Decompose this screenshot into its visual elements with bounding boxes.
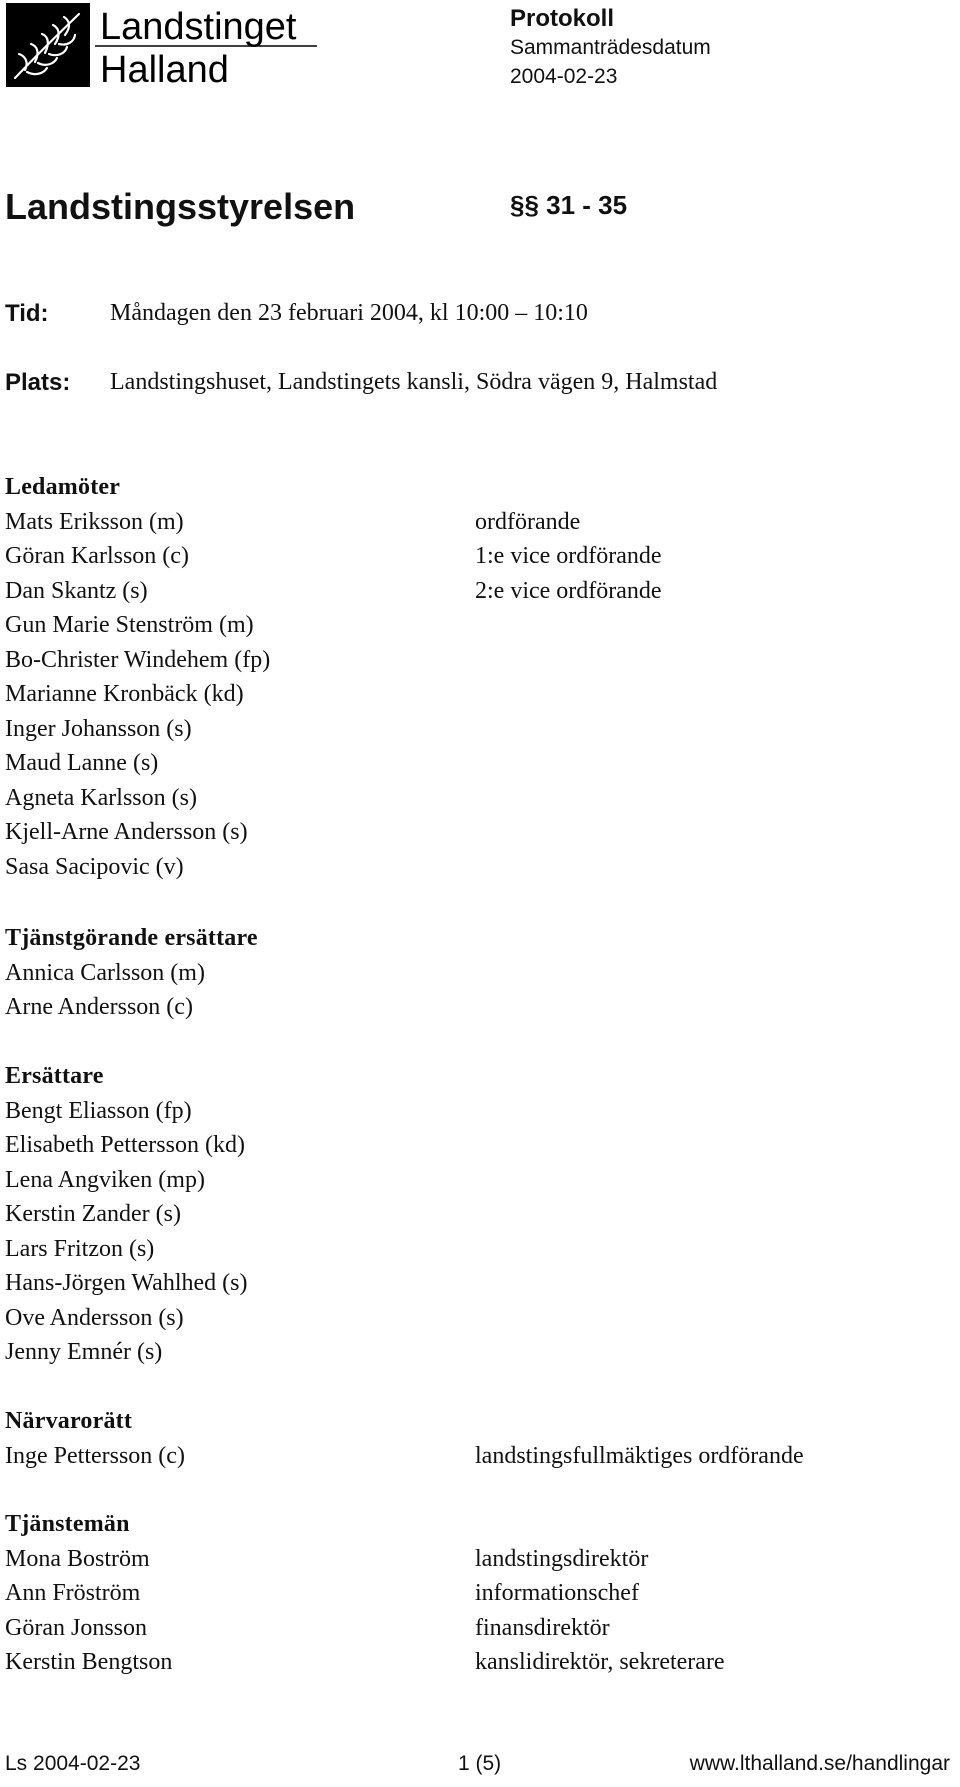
member-name: Maud Lanne (s) [5,750,159,776]
member-role: landstingsdirektör [475,1545,649,1572]
member-row [5,1335,945,1370]
member-row [5,1439,945,1474]
member-row [5,1128,945,1163]
member-name: Mats Eriksson (m) [5,508,184,535]
member-row [5,1094,945,1129]
member-row [5,1301,945,1336]
member-row [5,1576,945,1611]
member-name: Dan Skantz (s) [5,577,148,604]
member-name: Ove Andersson (s) [5,1304,184,1331]
member-row [5,990,945,1025]
member-name: Marianne Kronbäck (kd) [5,681,244,707]
member-name: Annica Carlsson (m) [5,959,205,986]
member-role: finansdirektör [475,1614,610,1641]
page-title: Landstingsstyrelsen [5,186,356,227]
member-role: 2:e vice ordförande [475,577,662,604]
member-row [5,1197,945,1232]
place-value: Landstingshuset, Landstingets kansli, Södra vägen 9, Halmstad [110,369,718,395]
logo [5,2,317,88]
member-name: Elisabeth Pettersson (kd) [5,1132,245,1158]
member-row [5,1542,945,1577]
footer-page-number: 1 (5) [458,1752,502,1775]
section-title: Ersättare [5,1063,104,1089]
date-label: Sammanträdesdatum [510,36,711,59]
member-role: landstingsfullmäktiges ordförande [475,1442,804,1469]
place-label: Plats: [5,369,71,396]
member-name: Ann Fröström [5,1580,141,1606]
member-name: Kjell-Arne Andersson (s) [5,819,248,845]
section-title: Ledamöter [5,474,121,500]
member-name: Mona Boström [5,1545,150,1572]
member-role: informationschef [475,1580,639,1606]
member-name: Inger Johansson (s) [5,715,192,742]
document-meta [510,4,711,91]
document-type: Protokoll [510,5,615,32]
member-row [5,746,945,781]
member-row [5,643,945,678]
member-row [5,608,945,643]
footer-url: www.lthalland.se/handlingar [689,1752,950,1775]
member-name: Hans-Jörgen Wahlhed (s) [5,1270,248,1296]
member-name: Göran Karlsson (c) [5,543,189,569]
paragraph-range: §§ 31 - 35 [510,190,628,220]
section-ersattare [5,1059,945,1370]
member-name: Bo-Christer Windehem (fp) [5,646,271,673]
member-row [5,712,945,747]
member-row [5,956,945,991]
member-role: 1:e vice ordförande [475,543,662,569]
member-name: Lena Angviken (mp) [5,1166,205,1193]
section-title: Tjänstgörande ersättare [5,925,258,951]
member-role: kanslidirektör, sekreterare [475,1649,725,1675]
member-name: Agneta Karlsson (s) [5,784,197,811]
member-row [5,539,945,574]
footer-reference: Ls 2004-02-23 [5,1752,141,1775]
section-tjansteman [5,1507,945,1680]
svg-text:Landstinget: Landstinget [100,6,297,48]
member-role: ordförande [475,508,581,535]
member-name: Sasa Sacipovic (v) [5,853,184,880]
member-name: Lars Fritzon (s) [5,1235,155,1262]
section-narvarorratt [5,1404,945,1473]
landstinget-halland-logo-icon [5,2,317,88]
member-name: Jenny Emnér (s) [5,1339,163,1365]
member-row [5,1232,945,1267]
meeting-date: 2004-02-23 [510,65,618,88]
member-name: Inge Pettersson (c) [5,1442,185,1469]
member-row [5,677,945,712]
member-row [5,1645,945,1680]
member-row [5,1266,945,1301]
time-label: Tid: [5,300,49,327]
section-tjanstgorande-ersattare [5,921,945,1025]
member-row [5,1611,945,1646]
member-name: Gun Marie Stenström (m) [5,612,254,638]
member-name: Göran Jonsson [5,1614,147,1641]
member-name: Kerstin Bengtson [5,1649,173,1675]
member-row [5,815,945,850]
member-row [5,574,945,609]
svg-text:Halland: Halland [100,49,229,88]
member-name: Kerstin Zander (s) [5,1201,181,1227]
member-row [5,850,945,885]
time-value: Måndagen den 23 februari 2004, kl 10:00 – 10:10 [110,300,588,326]
member-row [5,505,945,540]
member-row [5,1163,945,1198]
member-name: Bengt Eliasson (fp) [5,1097,192,1124]
section-ledamoter [5,470,945,884]
member-name: Arne Andersson (c) [5,994,193,1020]
section-title: Närvarorätt [5,1408,133,1434]
section-title: Tjänstemän [5,1511,130,1537]
member-row [5,781,945,816]
